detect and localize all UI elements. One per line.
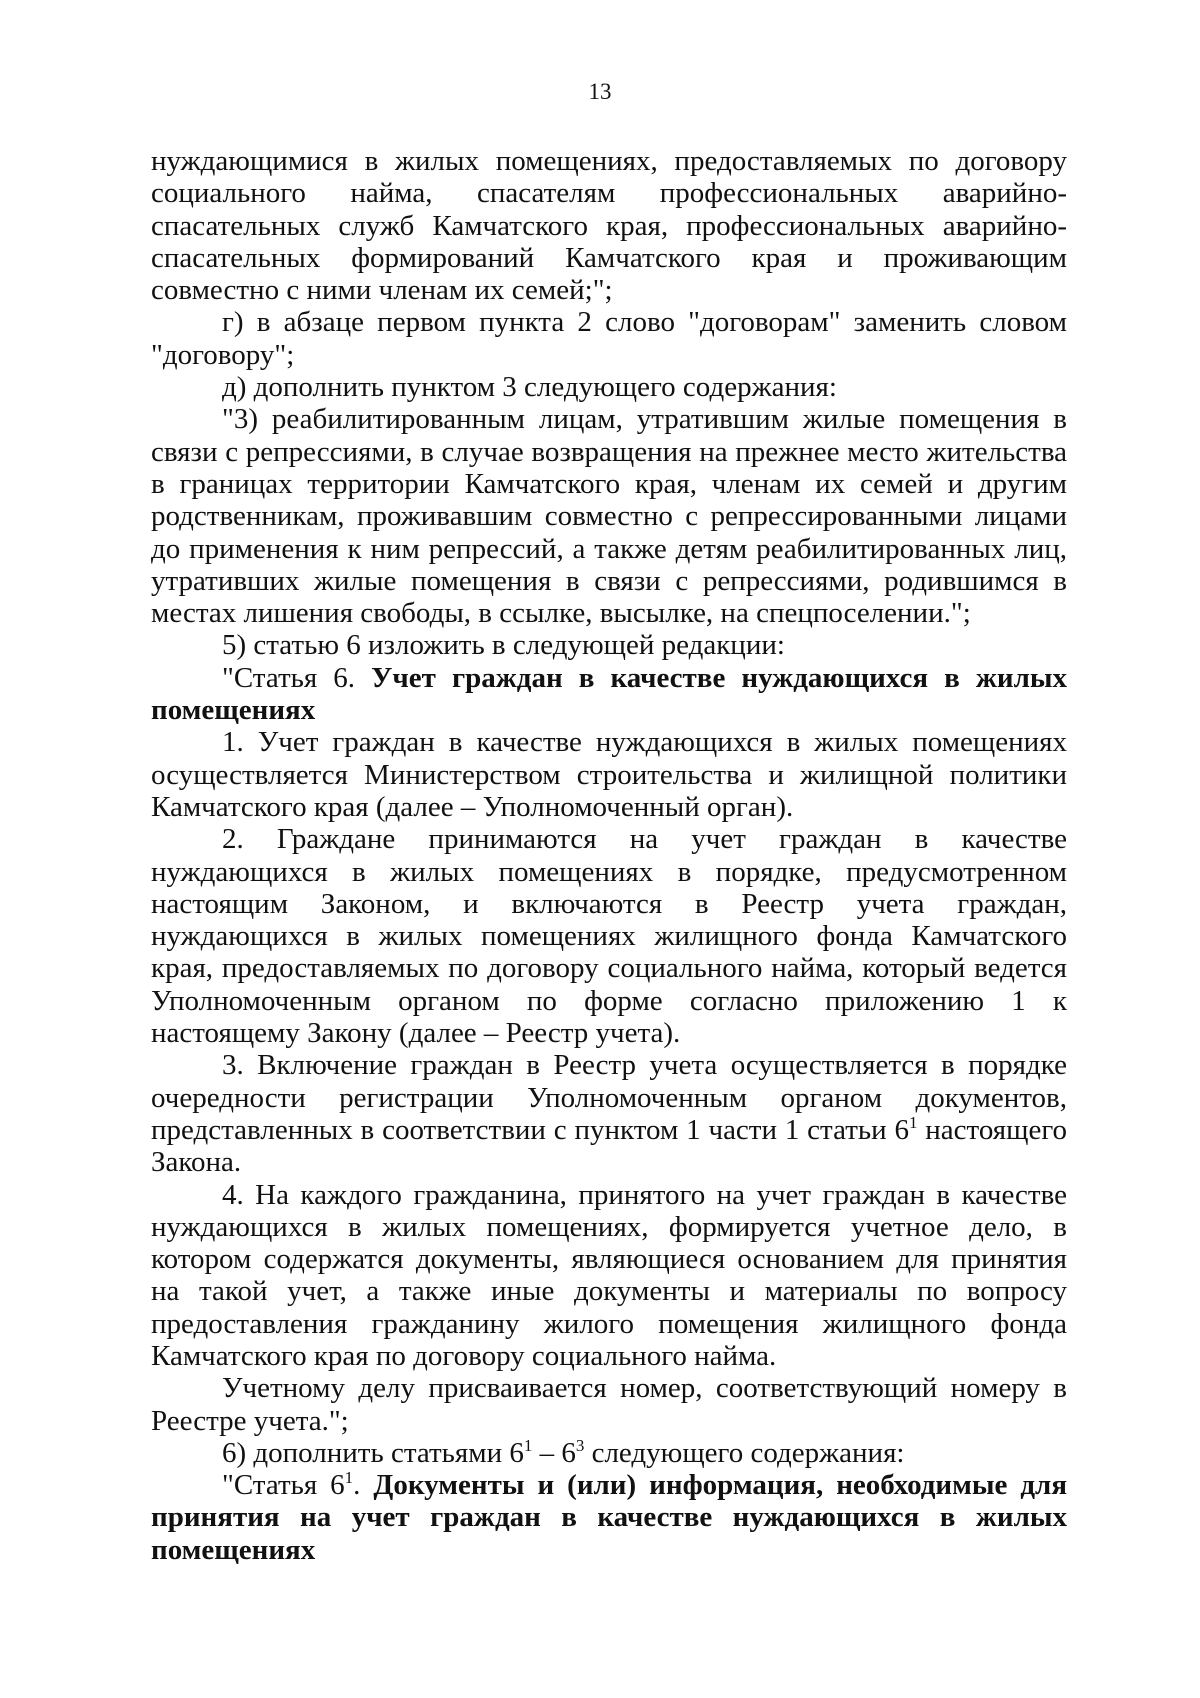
article-6-part-4: 4. На каждого гражданина, принятого на учет граждан в качестве нуждающихся в жилых помещениях, формируется учетное дело, в котором содержатся документы, являющиеся основанием для принятия на такой учет, а также иные документы и материалы по вопросу предоставления гражданину жилого помещения жилищного фонда Камчатского края по договору социального найма. [151, 1178, 1067, 1372]
item-6-text: 6) дополнить статьями 6 [222, 1436, 524, 1469]
superscript: 1 [908, 1112, 918, 1132]
article-6-1-prefix: "Статья 6 [222, 1469, 345, 1502]
article-6-heading [151, 662, 1067, 727]
article-6-prefix: "Статья 6. [222, 661, 372, 694]
paragraph-item-d: д) дополнить пунктом 3 следующего содержания: [222, 371, 837, 404]
superscript: 3 [575, 1435, 585, 1455]
paragraph-item-g: г) в абзаце первом пункта 2 слово "договорам" заменить словом "договору"; [151, 306, 1067, 371]
paragraph-item-6 [151, 1437, 1067, 1469]
article-6-1-title: Документы и (или) информация, необходимые для принятия на учет граждан в качестве нуждающихся в жилых помещениях [151, 1469, 1068, 1566]
article-6-1-dot: . [353, 1469, 374, 1502]
article-6-part-4-note: Учетному делу присваивается номер, соответствующий номеру в Реестре учета."; [151, 1372, 1067, 1437]
article-6-1-heading [151, 1469, 1067, 1566]
article-6-part-2: 2. Граждане принимаются на учет граждан в качестве нуждающихся в жилых помещениях в порядке, предусмотренном настоящим Законом, и включаются в Реестр учета граждан, нуждающихся в жилых помещениях жилищного фонда Камчатского края, предоставляемых по договору социального найма, который ведется Уполномоченным органом по форме согласно приложению 1 к настоящему Закону (далее – Реестр учета). [151, 823, 1067, 1050]
paragraph-point-3: "3) реабилитированным лицам, утратившим жилые помещения в связи с репрессиями, в случае возвращения на прежнее место жительства в границах территории Камчатского края, членам их семей и другим родственникам, проживавшим совместно с репрессированными лицами до применения к ним репрессий, а также детям реабилитированных лиц, утративших жилые помещения в связи с репрессиями, родившимся в местах лишения свободы, в ссылке, высылке, на спецпоселении."; [151, 403, 1067, 630]
article-6-part-3-end: настоящего Закона. [151, 1113, 1068, 1179]
superscript: 1 [523, 1435, 533, 1455]
item-6-dash: – 6 [532, 1436, 576, 1469]
superscript: 1 [344, 1468, 354, 1488]
article-6-title: Учет граждан в качестве нуждающихся в жилых помещениях [151, 661, 1067, 727]
article-6-part-3 [151, 1049, 1067, 1178]
item-6-end: следующего содержания: [584, 1436, 905, 1469]
document-body [151, 145, 1067, 1566]
page-number: 13 [588, 79, 612, 104]
article-6-part-3-text: 3. Включение граждан в Реестр учета осуществляется в порядке очередности регистрации Уполномоченным органом документов, представленных в соответствии с пунктом 1 части 1 статьи 6 [151, 1049, 1067, 1146]
article-6-part-1: 1. Учет граждан в качестве нуждающихся в жилых помещениях осуществляется Министерством строительства и жилищной политики Камчатского края (далее – Уполномоченный орган). [151, 726, 1067, 823]
paragraph-item-5: 5) статью 6 изложить в следующей редакции: [222, 629, 785, 662]
paragraph-continuation: нуждающимися в жилых помещениях, предоставляемых по договору социального найма, спасателям профессиональных аварийно-спасательных служб Камчатского края, профессиональных аварийно-спасательных формирований Камчатского края и проживающим совместно с ними членам их семей;"; [151, 145, 1067, 307]
